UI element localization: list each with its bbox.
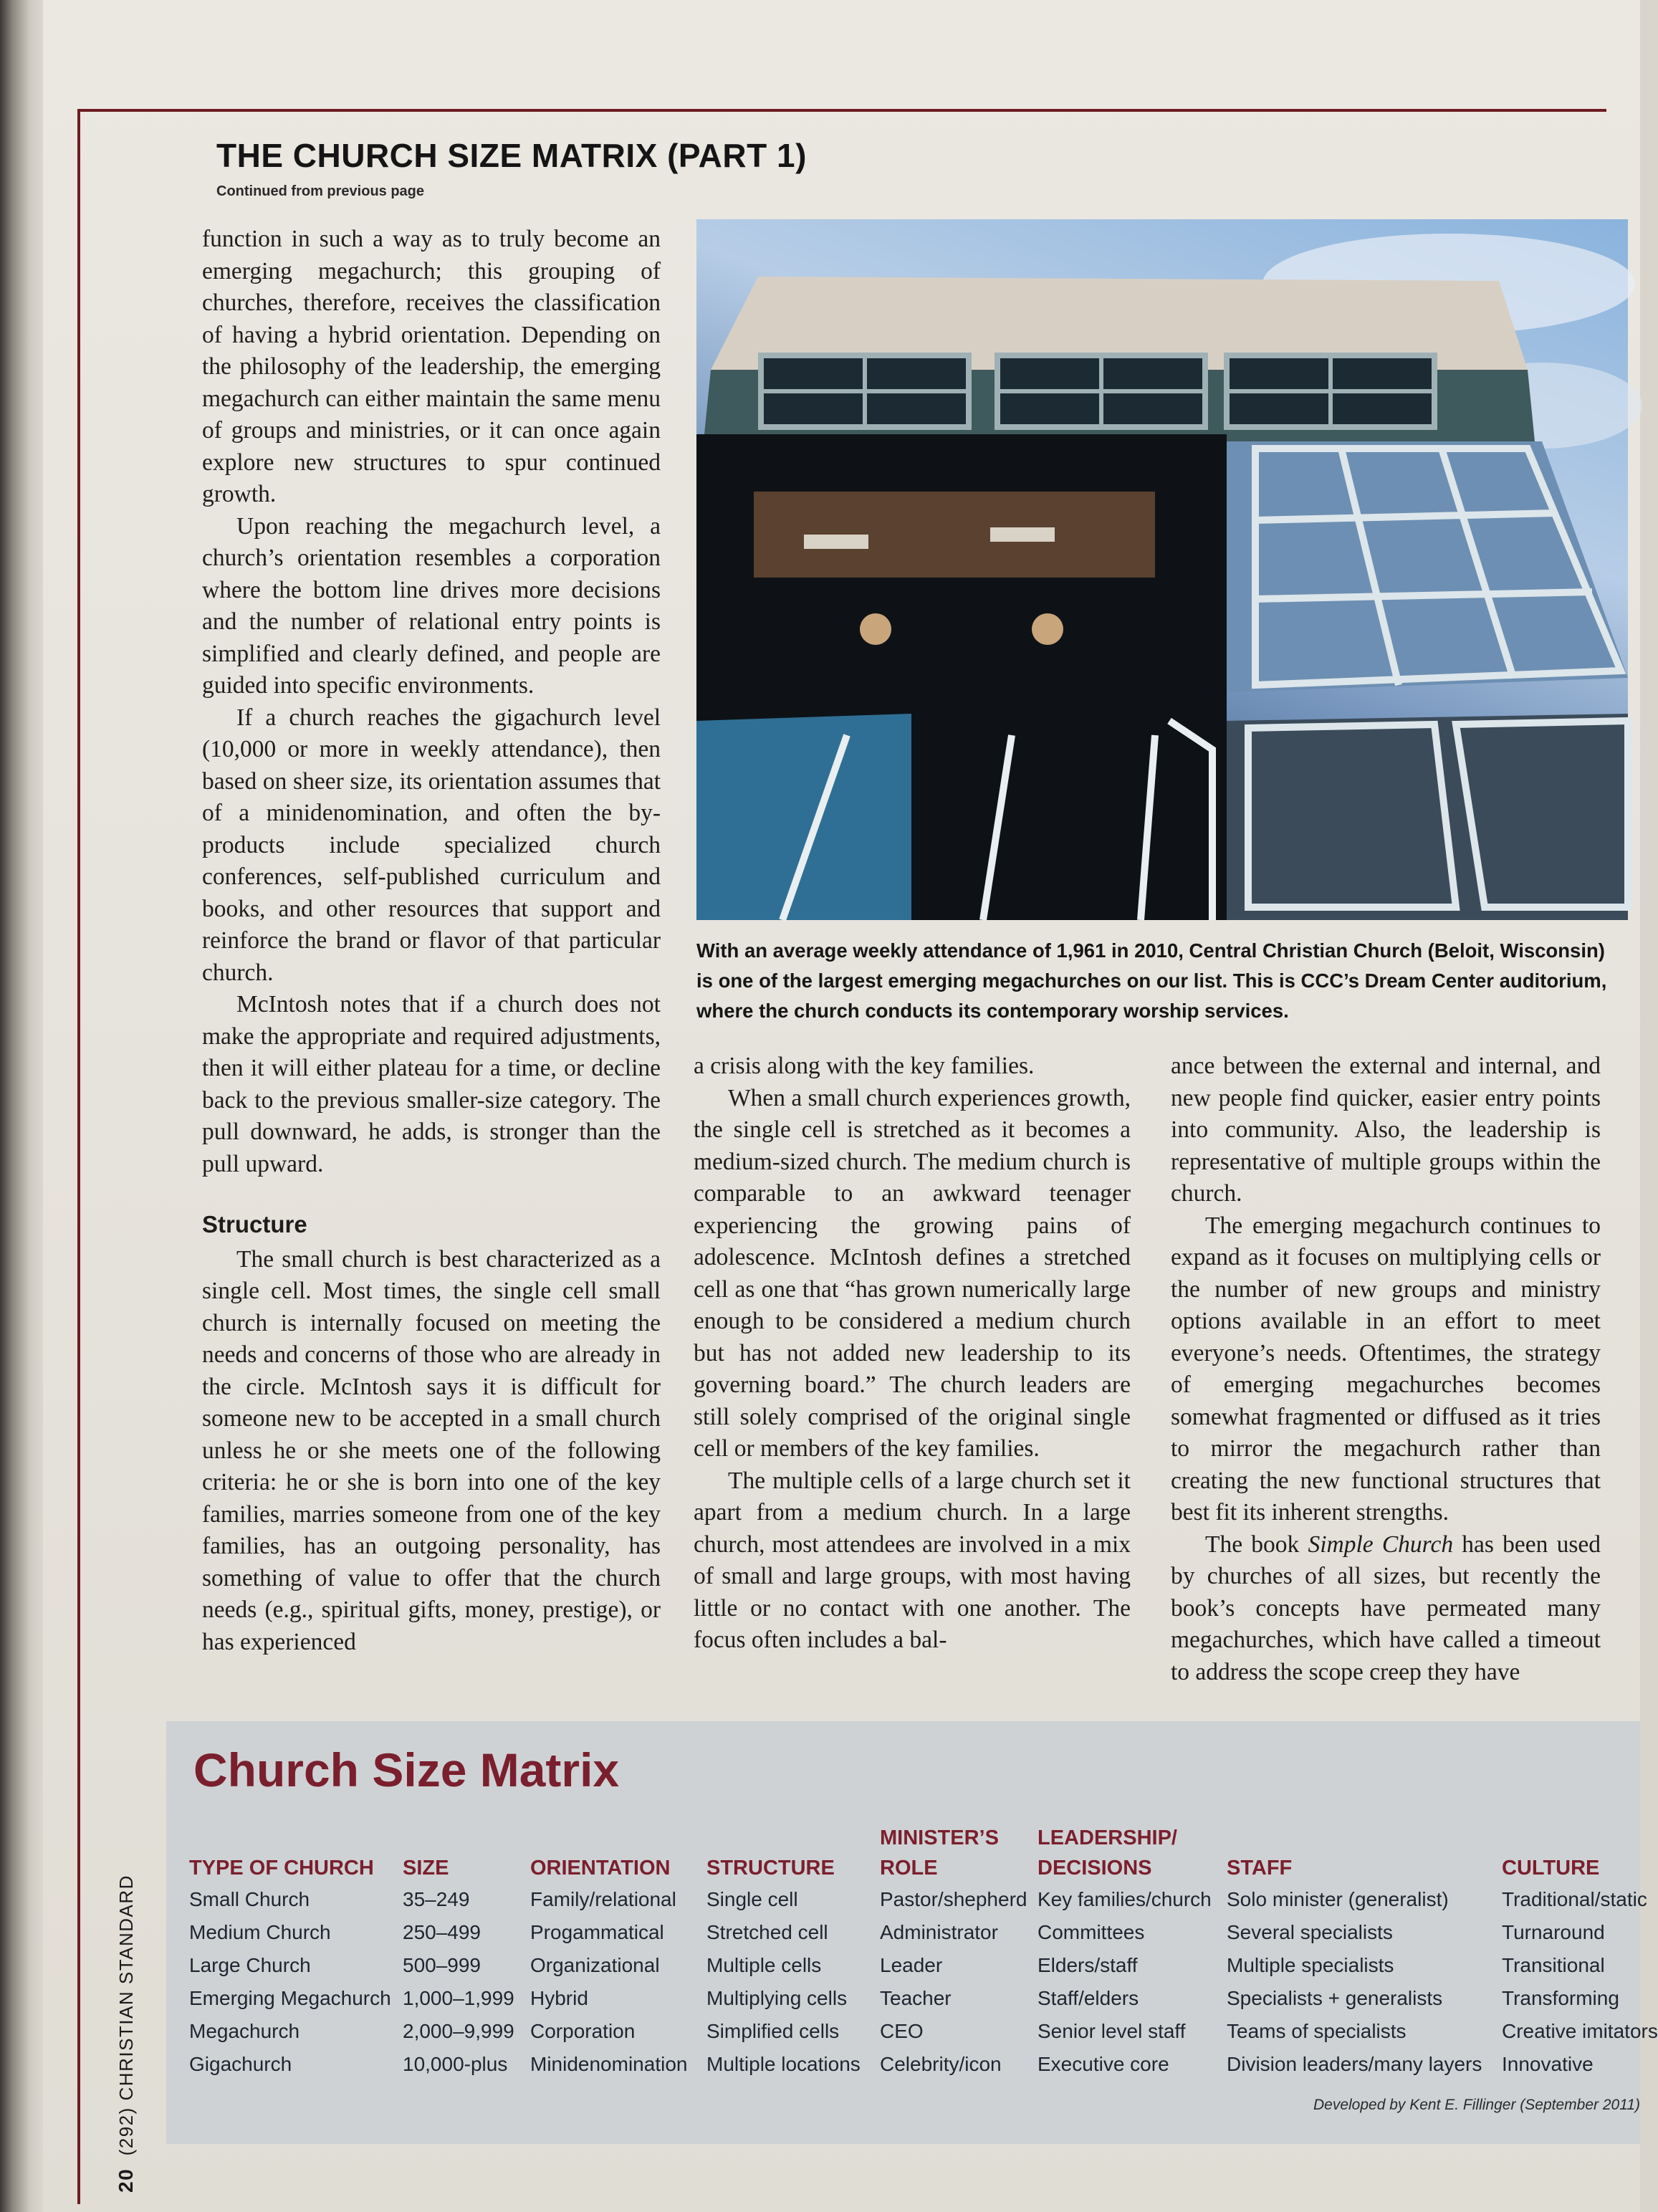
table-cell: Committees [1038,1921,1145,1943]
table-cell: Elders/staff [1038,1954,1138,1976]
table-cell: Organizational [530,1954,660,1976]
table-cell: Solo minister (generalist) [1227,1888,1449,1910]
table-cell: Executive core [1038,2053,1169,2075]
column-header: SIZE [403,1857,449,1880]
paragraph: McIntosh notes that if a church does not make the appropriate and required adjustments, then it will either plateau for a time, or decline back to the previous smaller-size category. The pull downward, he adds, is stronger than the pull upward. [202,991,661,1177]
book-title: Simple Church [1308,1531,1454,1558]
column-header: MINISTER’S ROLE [880,1826,999,1880]
section-heading: Structure [202,1211,307,1237]
table-cell: Family/relational [530,1888,676,1910]
table-cell: 500–999 [403,1954,481,1976]
text-run: The book [1205,1531,1308,1558]
paragraph: The emerging megachurch continues to expand as it focuses on multiplying cells or the number of new groups and ministry options available in an effort to meet everyone’s needs. Oftentimes, the strategy of emerging megachurches becomes somewhat fragmented or diffused as it tries to mirror the megachurch rather than creating the new functional structures that best fit its inherent strengths. [1171,1212,1601,1526]
paragraph: The multiple cells of a large church set it apart from a medium church. In a large church, most attendees are involved in a mix of small and large groups, with most having little or no contact with one another. The focus often includes a bal- [694,1467,1131,1653]
table-cell: Multiple specialists [1227,1954,1394,1976]
table-cell: Administrator [880,1921,998,1943]
table-cell: Transforming [1502,1987,1619,2009]
table-cell: Division leaders/many layers [1227,2053,1482,2075]
auditorium-illustration [696,219,1628,920]
table-cell: Single cell [706,1888,798,1910]
table-cell: Hybrid [530,1987,588,2009]
table-cell: Minidenomination [530,2053,688,2075]
matrix-column-structure [706,1823,861,2081]
paragraph: a crisis along with the key families. [694,1053,1035,1079]
column-header: LEADERSHIP/ DECISIONS [1038,1826,1177,1880]
paragraph: If a church reaches the gigachurch level (10,000 or more in weekly attendance), then based on sheer size, its orientation assumes that of a minidenomination, and often the by-products include specialized church conferences, self-published curriculum and books, and other resources that support and reinforce the brand or flavor of that particular church. [202,704,661,986]
table-cell: Multiple locations [706,2053,861,2075]
table-cell: Creative imitators [1502,2020,1658,2042]
table-cell: Key families/church [1038,1888,1212,1910]
column-header: TYPE OF CHURCH [189,1857,374,1880]
table-cell: Leader [880,1954,943,1976]
table-cell: Turnaround [1502,1921,1605,1943]
column-header: CULTURE [1502,1857,1600,1880]
table-cell: Specialists + generalists [1227,1987,1443,2009]
church-size-matrix-table [166,1721,1658,2144]
paragraph: When a small church experiences growth, the single cell is stretched as it becomes a medium-sized church. The medium church is comparable to an awkward teenager experiencing the growing pains of adolescence. McIntosh defines a stretched cell as one that “has grown numerically large enough to be considered a medium church but has not added new leadership to its governing board.” The church leaders are still solely comprised of the original single cell or members of the key families. [694,1084,1131,1462]
paragraph [1171,1529,1601,1689]
text-column-3 [1171,1050,1601,1688]
table-cell: Large Church [189,1954,311,1976]
paragraph: Upon reaching the megachurch level, a church’s orientation resembles a corporation where the bottom line drives more decisions and the number of relational entry points is simplified and clearly defined, and people are guided into specific environments. [202,512,661,699]
publication-name: (292) CHRISTIAN STANDARD [115,1875,137,2156]
table-cell: Stretched cell [706,1921,828,1943]
page-folio [115,1875,138,2193]
table-cell: Multiplying cells [706,1987,848,2009]
matrix-column-leadership [1038,1823,1212,2081]
matrix-column-type [189,1823,391,2081]
table-cell: Traditional/static [1502,1888,1647,1910]
matrix-column-staff [1227,1823,1482,2081]
paragraph: function in such a way as to truly become an emerging megachurch; this grouping of churches, therefore, receives the classification of having a hybrid orientation. Depending on the philosophy of the leadership, the emerging megachurch can either maintain the same menu of groups and ministries, or it can once again explore new structures to spur continued growth. [202,226,661,507]
table-cell: Corporation [530,2020,636,2042]
matrix-credit: Developed by Kent E. Fillinger (September 2011) [1313,2097,1640,2113]
matrix-column-orientation [530,1823,687,2081]
table-cell: Staff/elders [1038,1987,1139,2009]
column-header: ORIENTATION [530,1857,671,1880]
table-cell: Simplified cells [706,2020,840,2042]
table-cell: Several specialists [1227,1921,1393,1943]
matrix-title: Church Size Matrix [193,1743,620,1796]
table-cell: Gigachurch [189,2053,292,2075]
table-cell: 10,000-plus [403,2053,508,2075]
church-auditorium-photo [696,219,1628,920]
table-cell: Megachurch [189,2020,300,2042]
photo-caption: With an average weekly attendance of 1,961 in 2010, Central Christian Church (Beloit, Wisconsin) is one of the largest emerging megachurches on our list. This is CCC’s Dream Center auditorium, where the church conducts its contemporary worship services. [696,939,1607,1022]
table-cell: Teams of specialists [1227,2020,1407,2042]
table-cell: CEO [880,2020,924,2042]
table-cell: 35–249 [403,1888,470,1910]
matrix-column-ministers-role [880,1823,1027,2081]
text-run: has been used by churches of all sizes, but recently the book’s concepts have permeated many megachurches, which have called a timeout to address the scope creep they have [1171,1531,1601,1685]
matrix-column-culture [1502,1823,1658,2081]
table-cell: 2,000–9,999 [403,2020,514,2042]
table-cell: Emerging Megachurch [189,1987,391,2009]
table-cell: Medium Church [189,1921,331,1943]
table-cell: 250–499 [403,1921,481,1943]
table-cell: Multiple cells [706,1954,822,1976]
column-header: STAFF [1227,1857,1293,1880]
table-cell: Small Church [189,1888,310,1910]
table-cell: Progammatical [530,1921,664,1943]
continued-note: Continued from previous page [216,183,425,199]
matrix-column-size [403,1823,514,2081]
paragraph: The small church is best characterized as a single cell. Most times, the single cell small church is internally focused on meeting the needs and concerns of those who are already in the circle. McIntosh says it is difficult for someone new to be accepted in a small church unless he or she meets one of the following criteria: he or she is born into one of the key families, marries someone from one of the key families, has an outgoing personality, has something of value to offer that the church needs (e.g., spiritual gifts, money, prestige), or has experienced [202,1245,661,1655]
table-cell: 1,000–1,999 [403,1987,514,2009]
text-column-1 [202,224,661,1658]
text-column-2 [694,1050,1131,1657]
table-cell: Senior level staff [1038,2020,1186,2042]
article-title: THE CHURCH SIZE MATRIX (PART 1) [216,137,807,174]
table-cell: Innovative [1502,2053,1594,2075]
table-cell: Pastor/shepherd [880,1888,1027,1910]
paragraph: ance between the external and internal, and new people find quicker, easier entry points into community. Also, the leadership is representative of multiple groups within the church. [1171,1053,1601,1207]
table-cell: Transitional [1502,1954,1605,1976]
table-cell: Teacher [880,1987,952,2009]
column-header: STRUCTURE [706,1857,835,1880]
page-number: 20 [115,2168,137,2193]
table-cell: Celebrity/icon [880,2053,1002,2075]
